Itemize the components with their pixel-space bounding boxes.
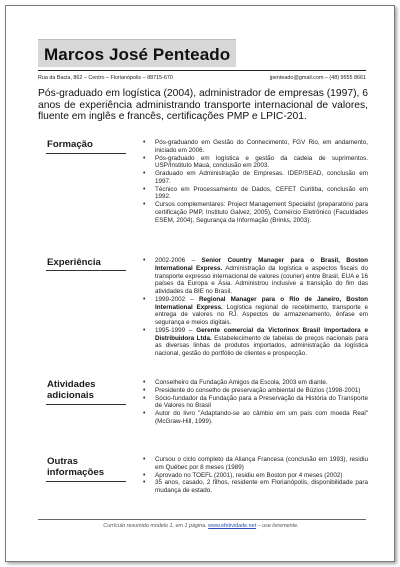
list-item [142, 170, 368, 186]
list-item-text: Gerente comercial da Victorinox Brasil Importadora e Distribuidora Ltda. [155, 326, 368, 342]
list-item [142, 379, 368, 387]
list-item [142, 456, 368, 472]
list-item-text: Logística regional de recebimento, transporte e entrega de valores no RJ. Aspectos de armazenamento, ênfase em segurança e meios digitais. [155, 303, 368, 326]
list-item-text: Cursou o ciclo completo da Aliança Francesa (conclusão em 1993), residiu em Québec por 8 meses (1989) [155, 456, 368, 471]
list-item-text: Conselheiro da Fundação Amigos da Escola, 2003 em diante. [155, 379, 328, 386]
list-item-text: 2002-2006 – [155, 257, 202, 264]
section-divider [46, 481, 126, 482]
footer-prefix: Currículo resumido modelo 1, em 1 página. [103, 523, 207, 529]
list-item [142, 387, 368, 395]
list-item-text: Pós-graduando em Gestão do Conhecimento, FGV Rio, em andamento, iniciado em 2006. [155, 139, 368, 154]
section-title-line: informações [47, 467, 105, 478]
header-divider [38, 70, 366, 71]
list-item [142, 327, 368, 358]
list-item-text: Administração da logística e aspectos fiscais do transporte expresso internacional de valores (courier) entre Brasil, EUA e 16 países da Europa e Ásia. Administrou inclusive a transição do fim das atividades da BIE no Brasil. [155, 264, 368, 295]
list-item [142, 296, 368, 327]
section-divider [46, 153, 126, 154]
name-header [38, 39, 236, 67]
footer [6, 523, 396, 529]
list-item [142, 139, 368, 155]
list-item [142, 472, 368, 480]
list-item-text: Autor do livro "Adaptando-se ao câmbio em um país com moeda Real" (McGraw-Hill, 1999). [155, 410, 368, 425]
section-title-experiencia [47, 257, 101, 268]
candidate-name: Marcos José Penteado [44, 45, 231, 64]
list-item-text: 1999-2002 – [155, 295, 199, 303]
list-item [142, 395, 368, 411]
list-item-text: Senior Country Manager para o Brasil, Boston International Express. [155, 257, 368, 272]
section-title-line: Outras [47, 456, 78, 467]
list-item [142, 186, 368, 202]
contact-line [38, 75, 366, 81]
footer-link[interactable]: www.efetividade.net [208, 523, 257, 529]
section-title-line: adicionais [47, 390, 94, 401]
list-item-text: Aprovado no TOEFL (2001), residiu em Boston por 4 meses (2002) [155, 471, 343, 479]
section-divider [46, 404, 126, 405]
list-item-text: Graduado em Administração de Empresas. IDEP/SEAD, conclusão em 1997. [155, 170, 368, 185]
profile-summary: Pós-graduado em logística (2004), administrador de empresas (1997), 6 anos de experiência administrando transporte internacional de valores, fluente em inglês e francês, certificações PMP e LPIC-201. [38, 88, 368, 123]
list-item-text: Presidente do conselho de preservação ambiental de Búzios (1998-2001) [155, 386, 361, 394]
section-title-line: Experiência [47, 257, 101, 268]
section-title-line: Atividades [47, 379, 96, 390]
list-item [142, 410, 368, 426]
contact-address: Rua da Bacia, 862 – Centro – Florianópolis – 88715-670 [38, 75, 173, 81]
activities-list [142, 379, 368, 426]
list-item [142, 479, 368, 495]
section-title-outras [47, 456, 104, 478]
list-item [142, 201, 368, 224]
section-title-line: Formação [47, 139, 93, 150]
list-item-text: 1995-1999 – [155, 326, 197, 334]
education-list [142, 139, 368, 224]
section-title-formacao [47, 139, 93, 150]
list-item-text: Estabelecimento de tabelas de preços nacionais para as diversas linhas de produtos importados, administração da logística nacional, gestão do portfólio de clientes e prospecção. [155, 334, 368, 357]
experience-list [142, 257, 368, 358]
section-title-atividades [47, 379, 96, 401]
list-item [142, 155, 368, 171]
section-divider [46, 270, 126, 271]
list-item-text: Regional Manager para o Rio de Janeiro, Boston International Express. [155, 295, 368, 311]
list-item-text: Sócio-fundador da Fundação para a Preservação da História do Transporte de Valores no Brasil [155, 394, 368, 410]
list-item-text: Cursos complementares: Project Management Specialist (preparatório para certificação PMP, Instituto Galvez, 2005), Comércio Eletrônico (Faculdades ESEM, 2004), Segurança da Informação (Brinks, 2003). [155, 201, 368, 224]
other-info-list [142, 456, 368, 495]
list-item-text: Técnico em Processamento de Dados, CEFET Curitiba, conclusão em 1992. [155, 185, 368, 201]
resume-page [5, 5, 395, 562]
footer-suffix: – use livremente. [257, 523, 299, 529]
contact-email-phone: jpenteado@gmail.com – (48) 9555 8661 [269, 75, 366, 81]
list-item [142, 257, 368, 296]
footer-divider [38, 519, 366, 520]
list-item-text: Pós-graduado em logística e gestão da cadeia de suprimentos. USP/Instituto Mauá, conclusão em 2003. [155, 154, 368, 170]
list-item-text: 35 anos, casado, 2 filhos, residente em Florianópolis, disponibilidade para mudança de estado. [155, 479, 368, 494]
